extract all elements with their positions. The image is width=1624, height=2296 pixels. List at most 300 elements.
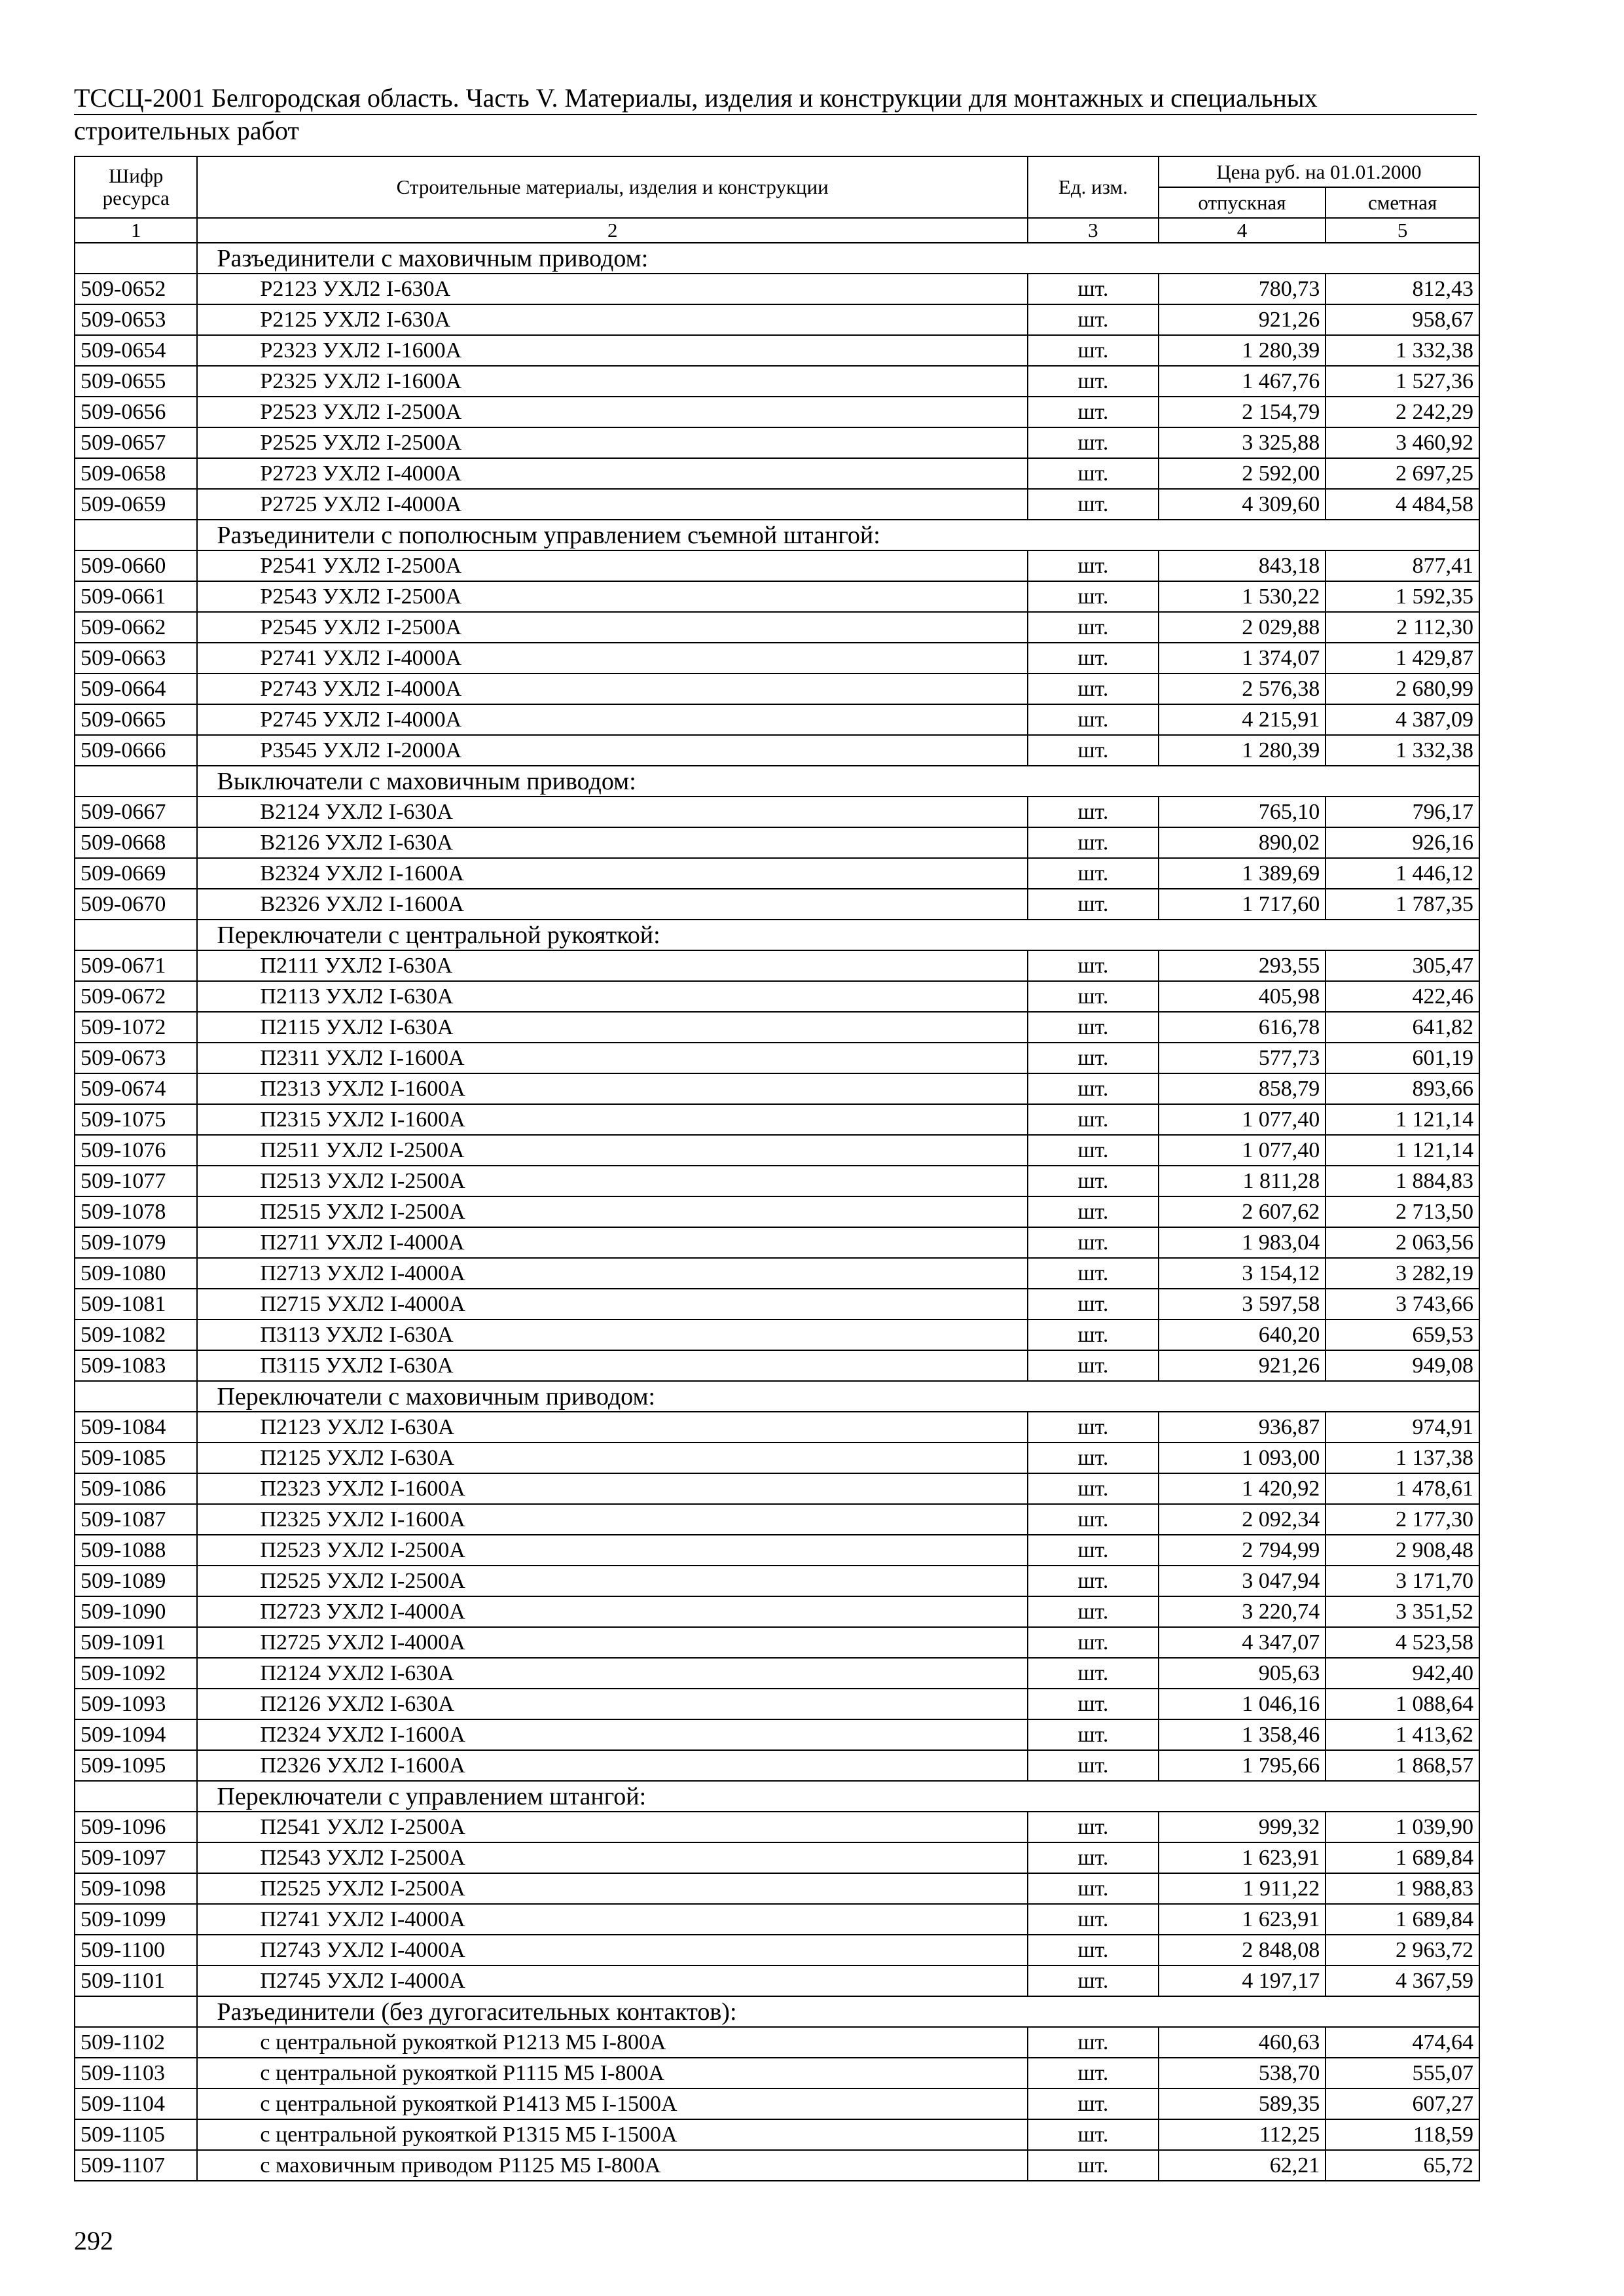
table-row [75,1965,1479,1996]
cell-unit: шт. [1028,1073,1159,1104]
cell-unit: шт. [1028,366,1159,397]
cell-name: В2324 УХЛ2 I-1600А [197,858,1028,889]
cell-unit: шт. [1028,1319,1159,1350]
cell-name: П2326 УХЛ2 I-1600А [197,1750,1028,1781]
cell-code: 509-0653 [75,304,197,335]
cell-price-release: 765,10 [1159,797,1326,827]
table-row [75,1750,1479,1781]
section-row-spacer [75,1381,197,1412]
cell-price-estimate: 1 332,38 [1326,735,1479,766]
cell-unit: шт. [1028,858,1159,889]
cell-code: 509-1104 [75,2089,197,2119]
table-row [75,274,1479,304]
cell-code: 509-0669 [75,858,197,889]
cell-name: П2515 УХЛ2 I-2500А [197,1196,1028,1227]
cell-name: с центральной рукояткой Р1213 М5 I-800А [197,2027,1028,2058]
section-row-spacer [75,520,197,550]
table-row [75,1719,1479,1750]
cell-price-estimate: 3 282,19 [1326,1258,1479,1289]
table-row [75,1412,1479,1443]
cell-price-release: 1 358,46 [1159,1719,1326,1750]
table-row [75,858,1479,889]
cell-code: 509-1103 [75,2058,197,2089]
cell-unit: шт. [1028,1227,1159,1258]
cell-name: П2513 УХЛ2 I-2500А [197,1166,1028,1196]
table-row [75,489,1479,520]
cell-code: 509-0672 [75,981,197,1012]
table-row [75,366,1479,397]
column-header-price-release-text: отпускная [1198,190,1286,214]
cell-price-estimate: 1 689,84 [1326,1842,1479,1873]
cell-code: 509-0671 [75,950,197,981]
table-row [75,1535,1479,1566]
cell-code: 509-0668 [75,827,197,858]
cell-price-release: 4 197,17 [1159,1965,1326,1996]
table-row [75,2058,1479,2089]
cell-price-estimate: 1 868,57 [1326,1750,1479,1781]
cell-price-release: 1 077,40 [1159,1135,1326,1166]
cell-price-estimate: 1 988,83 [1326,1873,1479,1904]
section-title: Разъединители с маховичным приводом: [197,243,1479,274]
section-row [75,920,1479,950]
cell-code: 509-1096 [75,1812,197,1842]
cell-name: Р2545 УХЛ2 I-2500А [197,612,1028,643]
table-row [75,1258,1479,1289]
cell-unit: шт. [1028,1289,1159,1319]
cell-price-estimate: 1 413,62 [1326,1719,1479,1750]
page-header-subtitle: строительных работ [74,116,299,145]
column-header-price-estimate [1326,187,1479,218]
cell-code: 509-1075 [75,1104,197,1135]
cell-price-estimate: 2 713,50 [1326,1196,1479,1227]
cell-name: П2124 УХЛ2 I-630А [197,1658,1028,1689]
cell-price-estimate: 949,08 [1326,1350,1479,1381]
cell-price-estimate: 1 689,84 [1326,1904,1479,1935]
cell-unit: шт. [1028,1473,1159,1504]
cell-name: П2523 УХЛ2 I-2500А [197,1535,1028,1566]
cell-price-estimate: 555,07 [1326,2058,1479,2089]
section-row-spacer [75,1996,197,2027]
table-row [75,1504,1479,1535]
table-row [75,1227,1479,1258]
section-row-spacer [75,766,197,797]
table-row [75,1196,1479,1227]
cell-price-estimate: 3 351,52 [1326,1596,1479,1627]
cell-name: П2115 УХЛ2 I-630А [197,1012,1028,1043]
cell-price-estimate: 877,41 [1326,550,1479,581]
cell-unit: шт. [1028,397,1159,427]
section-row [75,243,1479,274]
cell-name: П2713 УХЛ2 I-4000А [197,1258,1028,1289]
cell-code: 509-1098 [75,1873,197,1904]
cell-name: Р2543 УХЛ2 I-2500А [197,581,1028,612]
cell-price-release: 1 530,22 [1159,581,1326,612]
cell-price-estimate: 3 171,70 [1326,1566,1479,1596]
cell-unit: шт. [1028,1689,1159,1719]
cell-unit: шт. [1028,304,1159,335]
column-header-name-text: Строительные материалы, изделия и конструкции [396,175,829,198]
cell-name: Р2745 УХЛ2 I-4000А [197,704,1028,735]
cell-price-release: 3 220,74 [1159,1596,1326,1627]
cell-name: П2111 УХЛ2 I-630А [197,950,1028,981]
cell-price-estimate: 958,67 [1326,304,1479,335]
cell-code: 509-1083 [75,1350,197,1381]
cell-code: 509-0667 [75,797,197,827]
cell-price-estimate: 2 680,99 [1326,673,1479,704]
cell-code: 509-1088 [75,1535,197,1566]
cell-price-estimate: 474,64 [1326,2027,1479,2058]
cell-price-estimate: 1 039,90 [1326,1812,1479,1842]
cell-unit: шт. [1028,1535,1159,1566]
cell-price-estimate: 1 884,83 [1326,1166,1479,1196]
cell-price-release: 2 029,88 [1159,612,1326,643]
cell-unit: шт. [1028,1166,1159,1196]
cell-name: В2124 УХЛ2 I-630А [197,797,1028,827]
cell-unit: шт. [1028,458,1159,489]
cell-price-release: 1 420,92 [1159,1473,1326,1504]
cell-unit: шт. [1028,1012,1159,1043]
cell-name: с центральной рукояткой Р1315 М5 I-1500А [197,2119,1028,2150]
cell-price-release: 843,18 [1159,550,1326,581]
cell-price-release: 2 794,99 [1159,1535,1326,1566]
cell-price-release: 999,32 [1159,1812,1326,1842]
cell-unit: шт. [1028,704,1159,735]
section-row-spacer [75,1781,197,1812]
cell-code: 509-1077 [75,1166,197,1196]
cell-price-release: 921,26 [1159,304,1326,335]
table-row [75,981,1479,1012]
cell-price-release: 780,73 [1159,274,1326,304]
cell-unit: шт. [1028,950,1159,981]
cell-name: П2741 УХЛ2 I-4000А [197,1904,1028,1935]
cell-code: 509-0657 [75,427,197,458]
cell-unit: шт. [1028,981,1159,1012]
cell-code: 509-1091 [75,1627,197,1658]
cell-price-release: 2 607,62 [1159,1196,1326,1227]
cell-unit: шт. [1028,427,1159,458]
cell-code: 509-1078 [75,1196,197,1227]
cell-unit: шт. [1028,612,1159,643]
cell-name: Р2123 УХЛ2 I-630А [197,274,1028,304]
cell-code: 509-1089 [75,1566,197,1596]
cell-unit: шт. [1028,550,1159,581]
cell-name: Р2725 УХЛ2 I-4000А [197,489,1028,520]
cell-unit: шт. [1028,2027,1159,2058]
cell-unit: шт. [1028,581,1159,612]
table-row [75,335,1479,366]
section-row-spacer [75,920,197,950]
cell-price-estimate: 1 787,35 [1326,889,1479,920]
cell-name: П2511 УХЛ2 I-2500А [197,1135,1028,1166]
cell-price-release: 640,20 [1159,1319,1326,1350]
column-header-code-text: Шифр ресурса [102,164,170,209]
table-row [75,1812,1479,1842]
cell-price-estimate: 2 908,48 [1326,1535,1479,1566]
table-row [75,1135,1479,1166]
cell-price-release: 4 347,07 [1159,1627,1326,1658]
table-row [75,550,1479,581]
cell-unit: шт. [1028,335,1159,366]
cell-price-release: 1 795,66 [1159,1750,1326,1781]
cell-price-release: 4 309,60 [1159,489,1326,520]
cell-price-estimate: 1 088,64 [1326,1689,1479,1719]
cell-code: 509-1072 [75,1012,197,1043]
column-header-price-group-text: Цена руб. на 01.01.2000 [1216,160,1422,183]
table-row [75,1073,1479,1104]
cell-price-release: 112,25 [1159,2119,1326,2150]
column-header-price-group [1159,156,1479,187]
cell-name: П2313 УХЛ2 I-1600А [197,1073,1028,1104]
cell-code: 509-1079 [75,1227,197,1258]
column-number-row [75,218,1479,243]
cell-code: 509-0670 [75,889,197,920]
cell-name: П2324 УХЛ2 I-1600А [197,1719,1028,1750]
cell-price-estimate: 2 177,30 [1326,1504,1479,1535]
cell-unit: шт. [1028,827,1159,858]
cell-price-estimate: 3 743,66 [1326,1289,1479,1319]
page-number: 292 [74,2226,113,2255]
cell-price-estimate: 1 527,36 [1326,366,1479,397]
cell-name: с центральной рукояткой Р1115 М5 I-800А [197,2058,1028,2089]
cell-code: 509-0658 [75,458,197,489]
table-row [75,304,1479,335]
cell-unit: шт. [1028,1504,1159,1535]
section-title: Разъединители (без дугогасительных контактов): [197,1996,1479,2027]
cell-name: Р2741 УХЛ2 I-4000А [197,643,1028,673]
cell-code: 509-0674 [75,1073,197,1104]
table-row [75,1473,1479,1504]
cell-name: Р2125 УХЛ2 I-630А [197,304,1028,335]
cell-price-release: 2 848,08 [1159,1935,1326,1965]
cell-code: 509-1085 [75,1443,197,1473]
cell-price-estimate: 118,59 [1326,2119,1479,2150]
cell-code: 509-1090 [75,1596,197,1627]
section-row [75,1781,1479,1812]
cell-name: П2123 УХЛ2 I-630А [197,1412,1028,1443]
cell-code: 509-1094 [75,1719,197,1750]
cell-price-release: 62,21 [1159,2150,1326,2181]
cell-price-estimate: 65,72 [1326,2150,1479,2181]
cell-unit: шт. [1028,643,1159,673]
column-header-unit-text: Ед. изм. [1058,175,1128,198]
cell-price-estimate: 1 446,12 [1326,858,1479,889]
cell-price-release: 3 597,58 [1159,1289,1326,1319]
cell-price-estimate: 607,27 [1326,2089,1479,2119]
cell-price-release: 1 911,22 [1159,1873,1326,1904]
cell-unit: шт. [1028,1842,1159,1873]
cell-name: П2315 УХЛ2 I-1600А [197,1104,1028,1135]
section-row [75,1996,1479,2027]
cell-price-release: 936,87 [1159,1412,1326,1443]
table-row [75,2119,1479,2150]
column-number-2: 2 [197,218,1028,243]
cell-code: 509-1105 [75,2119,197,2150]
table-row [75,427,1479,458]
cell-name: Р2525 УХЛ2 I-2500А [197,427,1028,458]
cell-name: Р2541 УХЛ2 I-2500А [197,550,1028,581]
cell-name: П2745 УХЛ2 I-4000А [197,1965,1028,1996]
cell-name: Р2325 УХЛ2 I-1600А [197,366,1028,397]
cell-unit: шт. [1028,673,1159,704]
cell-unit: шт. [1028,2150,1159,2181]
cell-name: П3115 УХЛ2 I-630А [197,1350,1028,1381]
cell-name: П2325 УХЛ2 I-1600А [197,1504,1028,1535]
cell-price-estimate: 926,16 [1326,827,1479,858]
table-row [75,612,1479,643]
cell-price-release: 1 623,91 [1159,1904,1326,1935]
cell-price-estimate: 1 137,38 [1326,1443,1479,1473]
cell-code: 509-0666 [75,735,197,766]
cell-name: с центральной рукояткой Р1413 М5 I-1500А [197,2089,1028,2119]
cell-name: В2126 УХЛ2 I-630А [197,827,1028,858]
cell-name: П2311 УХЛ2 I-1600А [197,1043,1028,1073]
cell-name: Р2523 УХЛ2 I-2500А [197,397,1028,427]
cell-unit: шт. [1028,1873,1159,1904]
cell-unit: шт. [1028,1965,1159,1996]
cell-name: П2543 УХЛ2 I-2500А [197,1842,1028,1873]
cell-price-release: 1 280,39 [1159,335,1326,366]
table-row [75,1566,1479,1596]
section-title: Разъединители с пополюсным управлением съемной штангой: [197,520,1479,550]
cell-price-release: 1 046,16 [1159,1689,1326,1719]
cell-code: 509-1076 [75,1135,197,1166]
cell-price-release: 905,63 [1159,1658,1326,1689]
cell-name: П2541 УХЛ2 I-2500А [197,1812,1028,1842]
cell-price-estimate: 4 484,58 [1326,489,1479,520]
column-number-5: 5 [1326,218,1479,243]
cell-unit: шт. [1028,2089,1159,2119]
cell-price-release: 616,78 [1159,1012,1326,1043]
section-title: Переключатели с маховичным приводом: [197,1381,1479,1412]
column-header-code [75,156,197,218]
cell-price-estimate: 893,66 [1326,1073,1479,1104]
cell-price-release: 538,70 [1159,2058,1326,2089]
cell-code: 509-1093 [75,1689,197,1719]
cell-code: 509-0673 [75,1043,197,1073]
cell-code: 509-1095 [75,1750,197,1781]
cell-price-release: 293,55 [1159,950,1326,981]
cell-name: П2126 УХЛ2 I-630А [197,1689,1028,1719]
table-row [75,1350,1479,1381]
cell-code: 509-1097 [75,1842,197,1873]
table-row [75,1043,1479,1073]
cell-unit: шт. [1028,1658,1159,1689]
cell-price-estimate: 1 121,14 [1326,1104,1479,1135]
cell-code: 509-1100 [75,1935,197,1965]
cell-unit: шт. [1028,1627,1159,1658]
cell-price-release: 1 093,00 [1159,1443,1326,1473]
cell-price-release: 3 047,94 [1159,1566,1326,1596]
cell-price-estimate: 659,53 [1326,1319,1479,1350]
cell-name: П2725 УХЛ2 I-4000А [197,1627,1028,1658]
cell-unit: шт. [1028,1750,1159,1781]
cell-price-release: 858,79 [1159,1073,1326,1104]
cell-name: Р2743 УХЛ2 I-4000А [197,673,1028,704]
cell-price-release: 2 576,38 [1159,673,1326,704]
cell-unit: шт. [1028,1196,1159,1227]
cell-code: 509-0652 [75,274,197,304]
table-row [75,1104,1479,1135]
section-row [75,520,1479,550]
table-row [75,889,1479,920]
cell-unit: шт. [1028,1935,1159,1965]
cell-price-estimate: 2 697,25 [1326,458,1479,489]
cell-price-estimate: 2 242,29 [1326,397,1479,427]
cell-code: 509-0665 [75,704,197,735]
table-row [75,1596,1479,1627]
cell-name: Р3545 УХЛ2 I-2000А [197,735,1028,766]
cell-price-release: 921,26 [1159,1350,1326,1381]
table-row [75,797,1479,827]
column-header-name [197,156,1028,218]
cell-price-estimate: 1 332,38 [1326,335,1479,366]
cell-unit: шт. [1028,1904,1159,1935]
cell-price-release: 3 154,12 [1159,1258,1326,1289]
cell-unit: шт. [1028,1258,1159,1289]
table-row [75,643,1479,673]
section-row [75,766,1479,797]
cell-name: В2326 УХЛ2 I-1600А [197,889,1028,920]
cell-name: с маховичным приводом Р1125 М5 I-800А [197,2150,1028,2181]
section-title: Переключатели с центральной рукояткой: [197,920,1479,950]
price-table-body [75,243,1479,2181]
cell-price-release: 460,63 [1159,2027,1326,2058]
cell-price-estimate: 2 112,30 [1326,612,1479,643]
cell-code: 509-1087 [75,1504,197,1535]
cell-price-estimate: 4 523,58 [1326,1627,1479,1658]
table-row [75,950,1479,981]
cell-price-estimate: 601,19 [1326,1043,1479,1073]
cell-unit: шт. [1028,2119,1159,2150]
table-row [75,1658,1479,1689]
cell-unit: шт. [1028,735,1159,766]
cell-price-estimate: 1 121,14 [1326,1135,1479,1166]
table-row [75,827,1479,858]
table-row [75,1012,1479,1043]
cell-price-estimate: 4 367,59 [1326,1965,1479,1996]
cell-price-estimate: 641,82 [1326,1012,1479,1043]
cell-code: 509-0655 [75,366,197,397]
cell-unit: шт. [1028,1350,1159,1381]
cell-unit: шт. [1028,1443,1159,1473]
cell-price-release: 1 717,60 [1159,889,1326,920]
cell-unit: шт. [1028,889,1159,920]
column-header-price-release [1159,187,1326,218]
cell-code: 509-1092 [75,1658,197,1689]
cell-price-release: 1 374,07 [1159,643,1326,673]
column-number-3: 3 [1028,218,1159,243]
cell-price-release: 2 592,00 [1159,458,1326,489]
cell-name: П2711 УХЛ2 I-4000А [197,1227,1028,1258]
cell-name: П2525 УХЛ2 I-2500А [197,1566,1028,1596]
cell-price-release: 890,02 [1159,827,1326,858]
cell-unit: шт. [1028,2058,1159,2089]
cell-code: 509-1086 [75,1473,197,1504]
cell-unit: шт. [1028,797,1159,827]
page-header [74,82,1477,147]
cell-price-release: 2 154,79 [1159,397,1326,427]
cell-unit: шт. [1028,1596,1159,1627]
table-row [75,581,1479,612]
section-title: Выключатели с маховичным приводом: [197,766,1479,797]
cell-code: 509-1080 [75,1258,197,1289]
cell-name: П2743 УХЛ2 I-4000А [197,1935,1028,1965]
table-row [75,735,1479,766]
cell-price-estimate: 305,47 [1326,950,1479,981]
cell-code: 509-1102 [75,2027,197,2058]
cell-code: 509-1082 [75,1319,197,1350]
table-row [75,458,1479,489]
